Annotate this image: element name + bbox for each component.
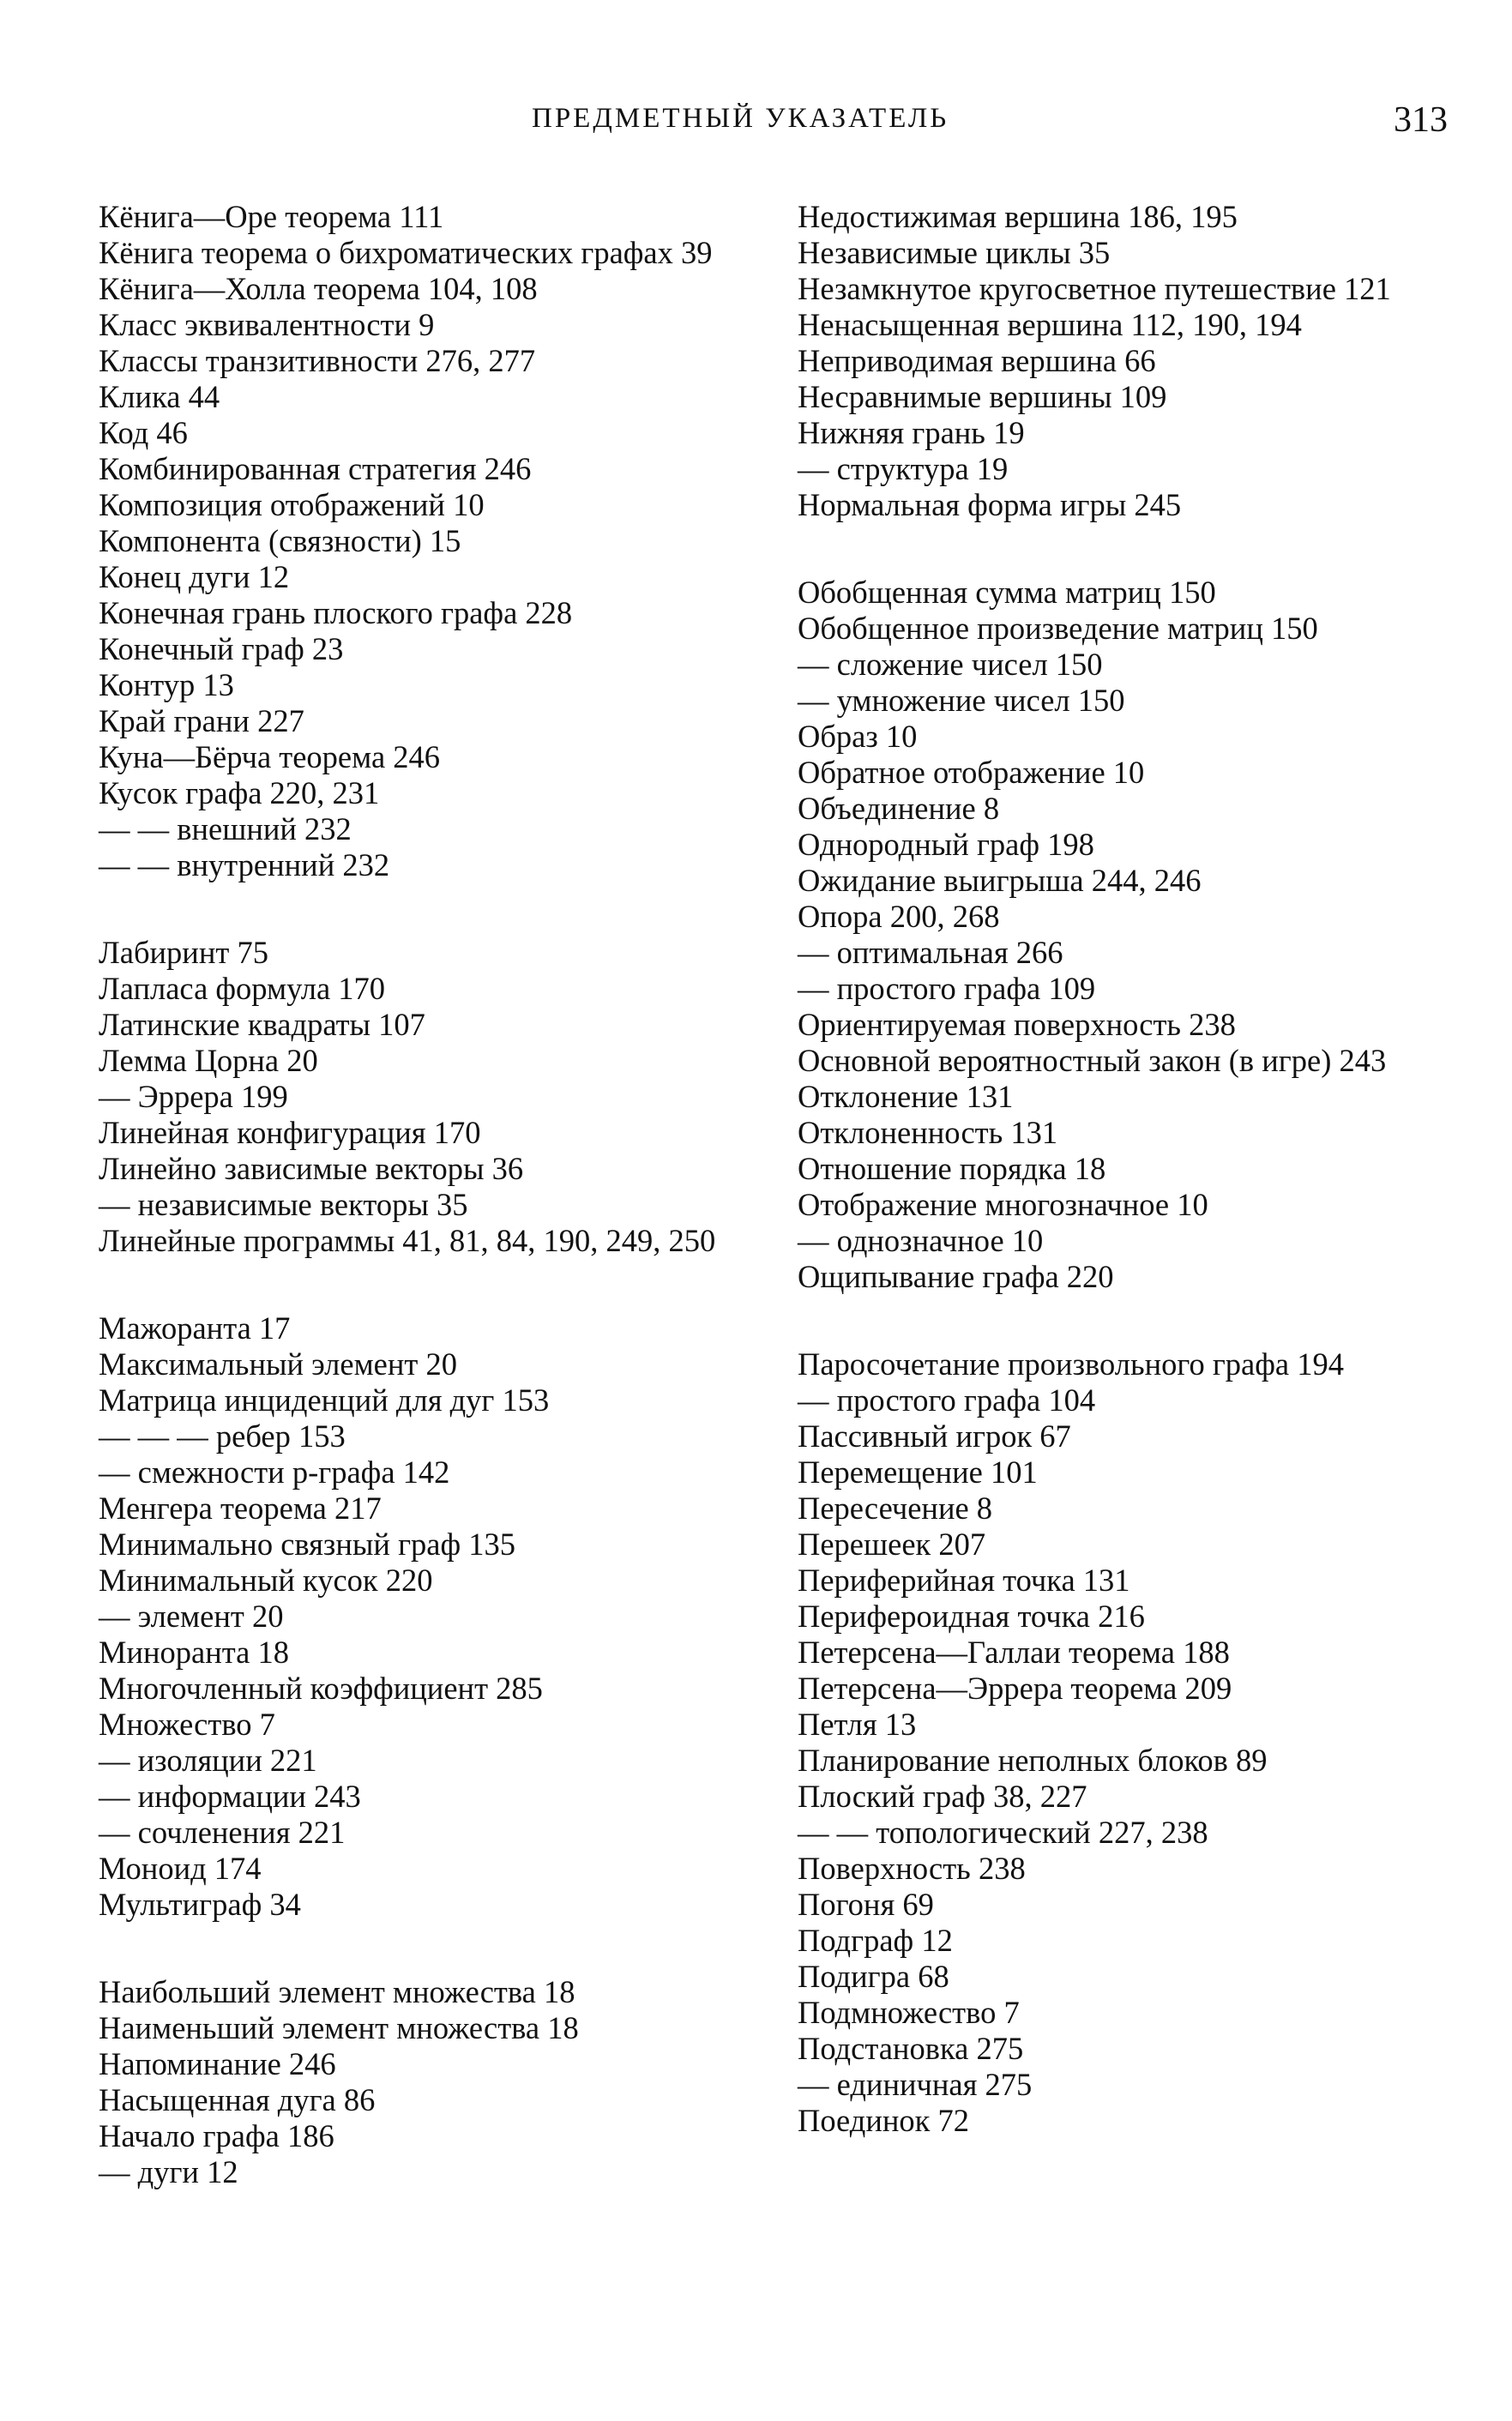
- index-entry: Контур 13: [99, 667, 234, 702]
- index-entry: Линейные программы 41, 81, 84, 190, 249, 250: [99, 1223, 716, 1258]
- index-entry: Отклоненность 131: [798, 1115, 1058, 1150]
- index-entry: — однозначное 10: [798, 1223, 1044, 1258]
- index-entry: Несравнимые вершины 109: [798, 379, 1167, 414]
- index-entry: — изоляции 221: [99, 1743, 317, 1778]
- index-entry: Основной вероятностный закон (в игре) 243: [798, 1043, 1387, 1078]
- index-entry: — структура 19: [798, 451, 1009, 486]
- index-entry: Нормальная форма игры 245: [798, 487, 1182, 522]
- page-title: ПРЕДМЕТНЫЙ УКАЗАТЕЛЬ: [532, 103, 949, 134]
- index-entry: Петерсена—Эррера теорема 209: [798, 1671, 1232, 1706]
- index-entry: Край грани 227: [99, 703, 304, 738]
- index-entry: Куна—Бёрча теорема 246: [99, 739, 441, 774]
- index-entry: — — — ребер 153: [99, 1418, 346, 1454]
- index-entry: Комбинированная стратегия 246: [99, 451, 532, 486]
- index-entry: Подграф 12: [798, 1923, 953, 1958]
- index-entry: Отклонение 131: [798, 1079, 1014, 1114]
- index-entry: Лапласа формула 170: [99, 971, 386, 1006]
- index-entry: Кёнига теорема о бихроматических графах 39: [99, 235, 713, 270]
- index-entry: Лабиринт 75: [99, 935, 268, 970]
- index-entry: Пассивный игрок 67: [798, 1418, 1071, 1454]
- index-entry: — простого графа 104: [798, 1382, 1096, 1418]
- index-entry: Наименьший элемент множества 18: [99, 2010, 579, 2045]
- index-entry: Конечный граф 23: [99, 631, 344, 666]
- index-entry: Минимально связный граф 135: [99, 1527, 516, 1562]
- index-entry: Подигра 68: [798, 1959, 949, 1994]
- index-entry: Подстановка 275: [798, 2031, 1024, 2066]
- index-entry: Нижняя грань 19: [798, 415, 1025, 450]
- index-entry: — сложение чисел 150: [798, 647, 1103, 682]
- index-entry: Мажоранта 17: [99, 1310, 291, 1346]
- index-entry: Наибольший элемент множества 18: [99, 1974, 575, 2009]
- index-entry: — оптимальная 266: [798, 935, 1063, 970]
- index-entry: Максимальный элемент 20: [99, 1346, 457, 1382]
- index-entry: Пересечение 8: [798, 1491, 993, 1526]
- index-entry: Класс эквивалентности 9: [99, 307, 435, 342]
- index-entry: Поединок 72: [798, 2103, 970, 2138]
- index-entry: Композиция отображений 10: [99, 487, 485, 522]
- index-entry: Многочленный коэффициент 285: [99, 1671, 543, 1706]
- index-entry: — смежности p-графа 142: [99, 1454, 450, 1490]
- index-entry: Периферийная точка 131: [798, 1563, 1130, 1598]
- index-entry: Обратное отображение 10: [798, 755, 1145, 790]
- index-entry: Паросочетание произвольного графа 194: [798, 1346, 1344, 1382]
- index-entry: Незамкнутое кругосветное путешествие 121: [798, 271, 1391, 306]
- index-entry: Плоский граф 38, 227: [798, 1779, 1087, 1814]
- index-entry: Петля 13: [798, 1707, 917, 1742]
- index-entry: Поверхность 238: [798, 1851, 1026, 1886]
- index-entry: Кёнига—Оре теорема 111: [99, 199, 444, 234]
- index-column-left: [99, 199, 750, 2190]
- index-entry: Петерсена—Галлаи теорема 188: [798, 1635, 1230, 1670]
- index-entry: Ненасыщенная вершина 112, 190, 194: [798, 307, 1302, 342]
- index-entry: Кусок графа 220, 231: [99, 775, 380, 810]
- index-entry: Компонента (связности) 15: [99, 523, 461, 558]
- index-entry: Перемещение 101: [798, 1454, 1038, 1490]
- index-entry: Планирование неполных блоков 89: [798, 1743, 1268, 1778]
- index-entry: Миноранта 18: [99, 1635, 289, 1670]
- index-entry: Кёнига—Холла теорема 104, 108: [99, 271, 538, 306]
- index-entry: Код 46: [99, 415, 188, 450]
- page-number: 313: [1394, 100, 1448, 140]
- index-entry: Опора 200, 268: [798, 899, 1000, 934]
- index-entry: Классы транзитивности 276, 277: [99, 343, 536, 378]
- index-entry: Множество 7: [99, 1707, 275, 1742]
- index-entry: — — топологический 227, 238: [798, 1815, 1208, 1850]
- index-entry: Менгера теорема 217: [99, 1491, 382, 1526]
- index-column-right: [798, 199, 1458, 2139]
- index-entry: — информации 243: [99, 1779, 361, 1814]
- index-entry: — дуги 12: [99, 2154, 238, 2189]
- index-entry: Конечная грань плоского графа 228: [99, 595, 573, 630]
- index-entry: — — внешний 232: [99, 811, 352, 846]
- index-entry: — простого графа 109: [798, 971, 1096, 1006]
- index-entry: Лемма Цорна 20: [99, 1043, 318, 1078]
- index-entry: Однородный граф 198: [798, 827, 1094, 862]
- running-header: [0, 100, 1512, 154]
- index-entry: Моноид 174: [99, 1851, 262, 1886]
- index-entry: Матрица инциденций для дуг 153: [99, 1382, 550, 1418]
- index-entry: Конец дуги 12: [99, 559, 290, 594]
- index-entry: Недостижимая вершина 186, 195: [798, 199, 1238, 234]
- index-entry: Линейно зависимые векторы 36: [99, 1151, 524, 1186]
- index-entry: Неприводимая вершина 66: [798, 343, 1156, 378]
- index-entry: Отношение порядка 18: [798, 1151, 1106, 1186]
- index-entry: Латинские квадраты 107: [99, 1007, 425, 1042]
- index-entry: Клика 44: [99, 379, 220, 414]
- index-entry: Линейная конфигурация 170: [99, 1115, 481, 1150]
- index-entry: — независимые векторы 35: [99, 1187, 468, 1222]
- index-entry: Обобщенное произведение матриц 150: [798, 611, 1318, 646]
- index-entry: — единичная 275: [798, 2067, 1033, 2102]
- index-entry: Ощипывание графа 220: [798, 1259, 1114, 1294]
- index-entry: — — внутренний 232: [99, 847, 390, 882]
- index-entry: Отображение многозначное 10: [798, 1187, 1208, 1222]
- index-entry: Минимальный кусок 220: [99, 1563, 433, 1598]
- index-entry: Обобщенная сумма матриц 150: [798, 575, 1216, 610]
- index-entry: Начало графа 186: [99, 2118, 334, 2153]
- index-entry: Погоня 69: [798, 1887, 934, 1922]
- index-entry: Образ 10: [798, 719, 918, 754]
- index-entry: — умножение чисел 150: [798, 683, 1125, 718]
- index-entry: Напоминание 246: [99, 2046, 336, 2081]
- index-entry: Ожидание выигрыша 244, 246: [798, 863, 1202, 898]
- index-entry: Подмножество 7: [798, 1995, 1020, 2030]
- index-entry: Перифероидная точка 216: [798, 1599, 1145, 1634]
- index-entry: Независимые циклы 35: [798, 235, 1111, 270]
- index-entry: Перешеек 207: [798, 1527, 986, 1562]
- index-entry: — сочленения 221: [99, 1815, 346, 1850]
- index-entry: Объединение 8: [798, 791, 1000, 826]
- index-entry: Мультиграф 34: [99, 1887, 301, 1922]
- index-entry: Ориентируемая поверхность 238: [798, 1007, 1236, 1042]
- index-entry: — Эррера 199: [99, 1079, 288, 1114]
- index-entry: Насыщенная дуга 86: [99, 2082, 376, 2117]
- index-entry: — элемент 20: [99, 1599, 284, 1634]
